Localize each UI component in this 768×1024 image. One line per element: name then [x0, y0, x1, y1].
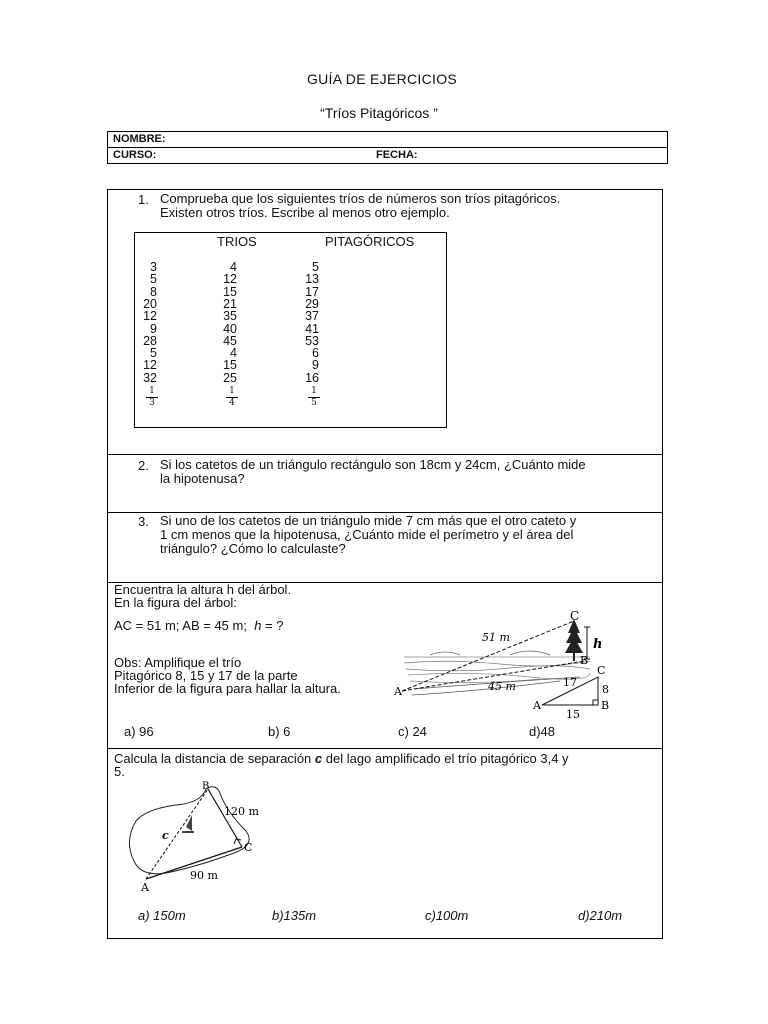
q4-option-a[interactable]: a) 96 [124, 724, 154, 739]
q4-obs-2: Pitagórico 8, 15 y 17 de la parte [114, 668, 298, 683]
small-label-c: C [597, 664, 606, 677]
small-label-a: A [533, 699, 541, 712]
worksheet-subtitle: “Tríos Pitagóricos ” [320, 105, 438, 121]
q5-option-c[interactable]: c)100m [425, 908, 469, 923]
triple-cell: 40 [223, 321, 237, 336]
triple-cell: 5 [312, 260, 319, 274]
fraction-numerator: 1 [229, 386, 235, 396]
q2-line-1: Si los catetos de un triángulo rectángulo son 18cm y 24cm, ¿Cuánto mide [160, 457, 586, 472]
nombre-row [108, 132, 667, 147]
fraction-numerator: 1 [149, 386, 155, 396]
question-3 [107, 512, 663, 583]
triple-cell: 6 [312, 346, 319, 361]
question-4 [107, 582, 663, 749]
question-1 [107, 189, 663, 455]
fraction [222, 387, 242, 408]
q3-number: 3. [138, 514, 149, 529]
small-label-17: 17 [563, 676, 577, 689]
q1-number: 1. [138, 192, 149, 207]
triple-cell: 9 [150, 321, 157, 336]
q5-option-a[interactable]: a) 150m [138, 908, 186, 923]
q4-obs-3: Inferior de la figura para hallar la altura. [114, 681, 341, 696]
triple-cell: 12 [223, 272, 237, 287]
triple-cell: 12 [143, 358, 157, 373]
triple-cell: 9 [312, 358, 319, 373]
q4-option-c[interactable]: c) 24 [398, 724, 427, 739]
label-a: A [394, 685, 402, 698]
triple-cell: 4 [230, 260, 237, 274]
label-c: C [570, 611, 580, 623]
small-label-15: 15 [566, 708, 580, 721]
triple-cell: 41 [305, 321, 319, 336]
q4-given: AC = 51 m; AB = 45 m; h = ? [114, 618, 284, 633]
nombre-label: NOMBRE: [113, 133, 166, 145]
triple-cell: 32 [143, 370, 157, 385]
q3-line-2: 1 cm menos que la hipotenusa, ¿Cuánto mide el perímetro y el área del [160, 527, 574, 542]
q4-text [114, 583, 341, 695]
curso-label: CURSO: [113, 149, 157, 161]
triple-cell: 21 [223, 296, 237, 311]
label-a: A [141, 881, 149, 893]
question-5 [107, 748, 663, 939]
fraction-numerator: 1 [311, 386, 317, 396]
triple-cell: 3 [150, 260, 157, 274]
table-header-pitagoricos: PITAGÓRICOS [325, 234, 415, 249]
triple-cell: 45 [223, 333, 237, 348]
student-info-table [107, 131, 668, 164]
label-c-var: c [162, 829, 169, 842]
triple-cell: 17 [305, 284, 319, 299]
triple-cell: 5 [150, 346, 157, 361]
triple-cell: 20 [143, 296, 157, 311]
q5-option-d[interactable]: d)210m [578, 908, 623, 923]
triple-cell: 37 [305, 309, 319, 324]
q3-line-1: Si uno de los catetos de un triángulo mide 7 cm más que el otro cateto y [160, 513, 577, 528]
triple-cell: 13 [305, 272, 319, 287]
q4-line-2: En la figura del árbol: [114, 595, 237, 610]
label-45m: 45 m [488, 680, 516, 693]
q1-line-1: Comprueba que los siguientes tríos de números son tríos pitagóricos. [160, 191, 561, 206]
q3-line-3: triángulo? ¿Cómo lo calculaste? [160, 541, 346, 556]
tree-height-figure [390, 611, 650, 731]
label-b: B [580, 654, 589, 667]
fecha-label: FECHA: [376, 149, 418, 161]
lake-figure [116, 781, 276, 893]
q4-obs-1: Obs: Amplifique el trío [114, 655, 242, 670]
triple-cell: 15 [223, 284, 237, 299]
fraction-denominator: 4 [229, 398, 235, 408]
curso-row [108, 147, 667, 163]
fraction [304, 387, 324, 408]
q5-text [114, 752, 569, 778]
lake-outline [129, 787, 249, 874]
fraction-denominator: 3 [149, 398, 155, 408]
triple-cell: 5 [150, 272, 157, 287]
triple-cell: 25 [223, 370, 237, 385]
q5-line-2: 5. [114, 764, 125, 779]
q2-text [160, 458, 586, 486]
small-label-b: B [601, 699, 610, 712]
q2-line-2: la hipotenusa? [160, 471, 245, 486]
question-2 [107, 454, 663, 513]
label-b: B [202, 781, 210, 792]
q3-text [160, 514, 576, 556]
small-label-8: 8 [602, 683, 609, 696]
label-90m: 90 m [190, 869, 218, 882]
table-header-trios: TRIOS [217, 234, 257, 249]
triple-cell: 53 [305, 333, 319, 348]
triple-cell: 16 [305, 370, 319, 385]
triple-cell: 4 [230, 346, 237, 361]
q4-option-b[interactable]: b) 6 [268, 724, 291, 739]
triple-cell: 29 [305, 296, 319, 311]
q5-option-b[interactable]: b)135m [272, 908, 317, 923]
triple-cell: 8 [150, 284, 157, 299]
worksheet-title: GUÍA DE EJERCICIOS [306, 71, 458, 87]
triple-cell: 35 [223, 309, 237, 324]
label-c: C [244, 841, 253, 854]
label-120m: 120 m [224, 805, 259, 818]
q1-line-2: Existen otros tríos. Escribe al menos otro ejemplo. [160, 205, 450, 220]
q2-number: 2. [138, 458, 149, 473]
fraction [142, 387, 162, 408]
fraction-denominator: 5 [311, 398, 317, 408]
label-51m: 51 m [482, 631, 510, 644]
triple-cell: 15 [223, 358, 237, 373]
triple-cell: 12 [143, 309, 157, 324]
label-h: h [593, 637, 603, 652]
q4-option-d[interactable]: d)48 [529, 724, 556, 739]
q4-line-1: Encuentra la altura h del árbol. [114, 582, 292, 597]
q1-text [160, 192, 560, 220]
pythagorean-triples-table [134, 232, 447, 428]
q5-line-1: Calcula la distancia de separación c del lago amplificado el trío pitagórico 3,4 y [114, 751, 569, 766]
triple-cell: 28 [143, 333, 157, 348]
